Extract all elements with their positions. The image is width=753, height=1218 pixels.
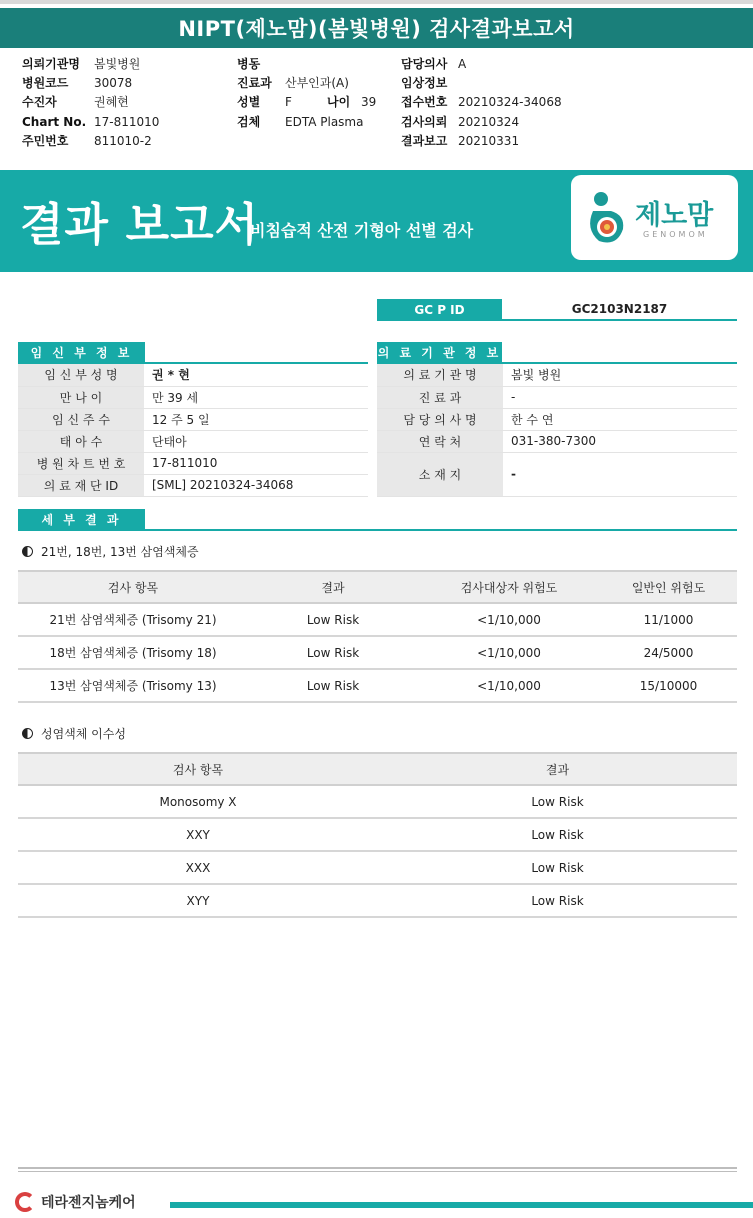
info-key: 검사의뢰 [401, 114, 448, 129]
column-header: 검사대상자 위험도 [418, 571, 600, 603]
info-value: 봄빛병원 [94, 57, 141, 71]
table-row [377, 430, 737, 452]
info-value: 20210324-34068 [458, 95, 562, 110]
table-cell: Low Risk [378, 785, 737, 818]
info-value: A [458, 57, 467, 71]
header-info-col1 [22, 55, 159, 151]
table-row [18, 452, 368, 474]
field-label: 병 원 차 트 번 호 [18, 452, 144, 474]
gcp-id-value: GC2103N2187 [502, 299, 737, 321]
field-label: 임 신 부 성 명 [18, 364, 144, 386]
field-value: - [503, 386, 737, 408]
field-label: 소 재 지 [377, 452, 503, 496]
field-label: 태 아 수 [18, 430, 144, 452]
section-rule [18, 529, 737, 531]
field-value: - [503, 452, 737, 496]
table-cell: <1/10,000 [418, 636, 600, 669]
institution-info-table [377, 364, 737, 497]
info-value: 20210324 [458, 114, 520, 129]
company-logo [15, 1192, 136, 1212]
table-cell: Monosomy X [18, 785, 378, 818]
field-label: 만 나 이 [18, 386, 144, 408]
info-value: 39 [361, 95, 377, 110]
field-value: 17-811010 [144, 452, 368, 474]
pregnant-info-heading: 임 신 부 정 보 [18, 342, 145, 362]
column-header: 검사 항목 [18, 571, 248, 603]
table-cell: <1/10,000 [418, 603, 600, 636]
info-value: F [285, 95, 292, 110]
footer-accent-bar [170, 1202, 753, 1208]
trisomy-table [18, 570, 737, 703]
info-key: 접수번호 [401, 95, 448, 110]
table-cell: 21번 삼염색체증 (Trisomy 21) [18, 603, 248, 636]
half-circle-icon [22, 546, 33, 557]
table-row [18, 851, 737, 884]
pregnant-info-table [18, 364, 368, 497]
field-value: 단태아 [144, 430, 368, 452]
logo-text: 제노맘 [635, 200, 714, 231]
table-cell: Low Risk [378, 851, 737, 884]
info-value: 30078 [94, 76, 133, 91]
table-row [18, 364, 368, 386]
gcp-id-label: GC P ID [377, 299, 502, 321]
table-cell: 18번 삼염색체증 (Trisomy 18) [18, 636, 248, 669]
table-cell: Low Risk [248, 636, 418, 669]
table-row [18, 669, 737, 702]
table-row [377, 386, 737, 408]
info-key: 진료과 [237, 76, 272, 91]
info-key: 담당의사 [401, 57, 448, 71]
table-row [18, 785, 737, 818]
field-label: 의 료 재 단 ID [18, 474, 144, 496]
field-value: [SML] 20210324-34068 [144, 474, 368, 496]
info-value: 권혜현 [94, 95, 129, 110]
table-cell: Low Risk [248, 603, 418, 636]
header-info-col2 [237, 55, 376, 132]
company-name: 테라젠지놈케어 [41, 1195, 136, 1211]
info-key: 수진자 [22, 95, 57, 110]
table-row [377, 364, 737, 386]
top-rule [0, 0, 753, 4]
table-header-row [18, 753, 737, 785]
report-banner [0, 170, 753, 272]
table-cell: 11/1000 [600, 603, 737, 636]
info-key: 병동 [237, 57, 261, 71]
info-key: 결과보고 [401, 133, 448, 148]
table-row [18, 430, 368, 452]
table-cell: Low Risk [248, 669, 418, 702]
half-circle-icon [22, 728, 33, 739]
info-value: 산부인과(A) [285, 76, 349, 91]
table-cell: <1/10,000 [418, 669, 600, 702]
report-title: NIPT(제노맘)(봄빛병원) 검사결과보고서 [0, 8, 753, 48]
table-cell: Low Risk [378, 884, 737, 917]
field-label: 진 료 과 [377, 386, 503, 408]
bullet-text: 성염색체 이수성 [41, 727, 126, 741]
footer-rule [18, 1167, 737, 1169]
column-header: 결과 [378, 753, 737, 785]
table-row [18, 636, 737, 669]
info-key: 의뢰기관명 [22, 57, 80, 71]
detail-results-heading: 세 부 결 과 [18, 509, 145, 529]
field-value: 권 * 현 [144, 364, 368, 386]
table-row [377, 408, 737, 430]
table-cell: Low Risk [378, 818, 737, 851]
table-cell: XYY [18, 884, 378, 917]
table-header-row [18, 571, 737, 603]
table-cell: XXY [18, 818, 378, 851]
info-value: EDTA Plasma [285, 114, 364, 129]
table-row [18, 408, 368, 430]
banner-subtitle: 비침습적 산전 기형아 선별 검사 [250, 221, 474, 240]
field-label: 의 료 기 관 명 [377, 364, 503, 386]
field-value: 만 39 세 [144, 386, 368, 408]
bullet-text: 21번, 18번, 13번 삼염색체증 [41, 545, 199, 559]
sex-chrom-section-title [22, 725, 126, 742]
table-row [18, 884, 737, 917]
table-row [18, 474, 368, 496]
table-row [18, 603, 737, 636]
genomom-logo [571, 175, 738, 260]
info-value: 17-811010 [94, 114, 160, 129]
field-value: 031-380-7300 [503, 430, 737, 452]
mother-icon [583, 189, 633, 249]
field-value: 봄빛 병원 [503, 364, 737, 386]
table-row [377, 452, 737, 496]
institution-info-heading: 의 료 기 관 정 보 [377, 342, 502, 362]
header-info-col3 [401, 55, 562, 151]
column-header: 일반인 위험도 [600, 571, 737, 603]
table-cell: 15/10000 [600, 669, 737, 702]
field-value: 12 주 5 일 [144, 408, 368, 430]
info-key: 병원코드 [22, 76, 69, 91]
info-value: 811010-2 [94, 133, 152, 148]
field-label: 연 락 처 [377, 430, 503, 452]
footer-rule [18, 1171, 737, 1172]
info-key: Chart No. [22, 114, 87, 129]
logo-subtext: GENOMOM [643, 230, 708, 239]
sex-chrom-table [18, 752, 737, 918]
table-row [18, 386, 368, 408]
info-key: 검체 [237, 114, 261, 129]
info-value: 20210331 [458, 133, 520, 148]
company-mark-icon [15, 1192, 35, 1212]
info-key: 주민번호 [22, 133, 69, 148]
info-key: 임상정보 [401, 76, 448, 91]
info-key: 성별 [237, 95, 261, 110]
banner-title: 결과 보고서 [20, 198, 260, 251]
table-cell: XXX [18, 851, 378, 884]
column-header: 검사 항목 [18, 753, 378, 785]
field-value: 한 수 연 [503, 408, 737, 430]
column-header: 결과 [248, 571, 418, 603]
table-row [18, 818, 737, 851]
table-cell: 13번 삼염색체증 (Trisomy 13) [18, 669, 248, 702]
info-key: 나이 [327, 95, 351, 110]
trisomy-section-title [22, 543, 199, 560]
table-cell: 24/5000 [600, 636, 737, 669]
field-label: 임 신 주 수 [18, 408, 144, 430]
field-label: 담 당 의 사 명 [377, 408, 503, 430]
